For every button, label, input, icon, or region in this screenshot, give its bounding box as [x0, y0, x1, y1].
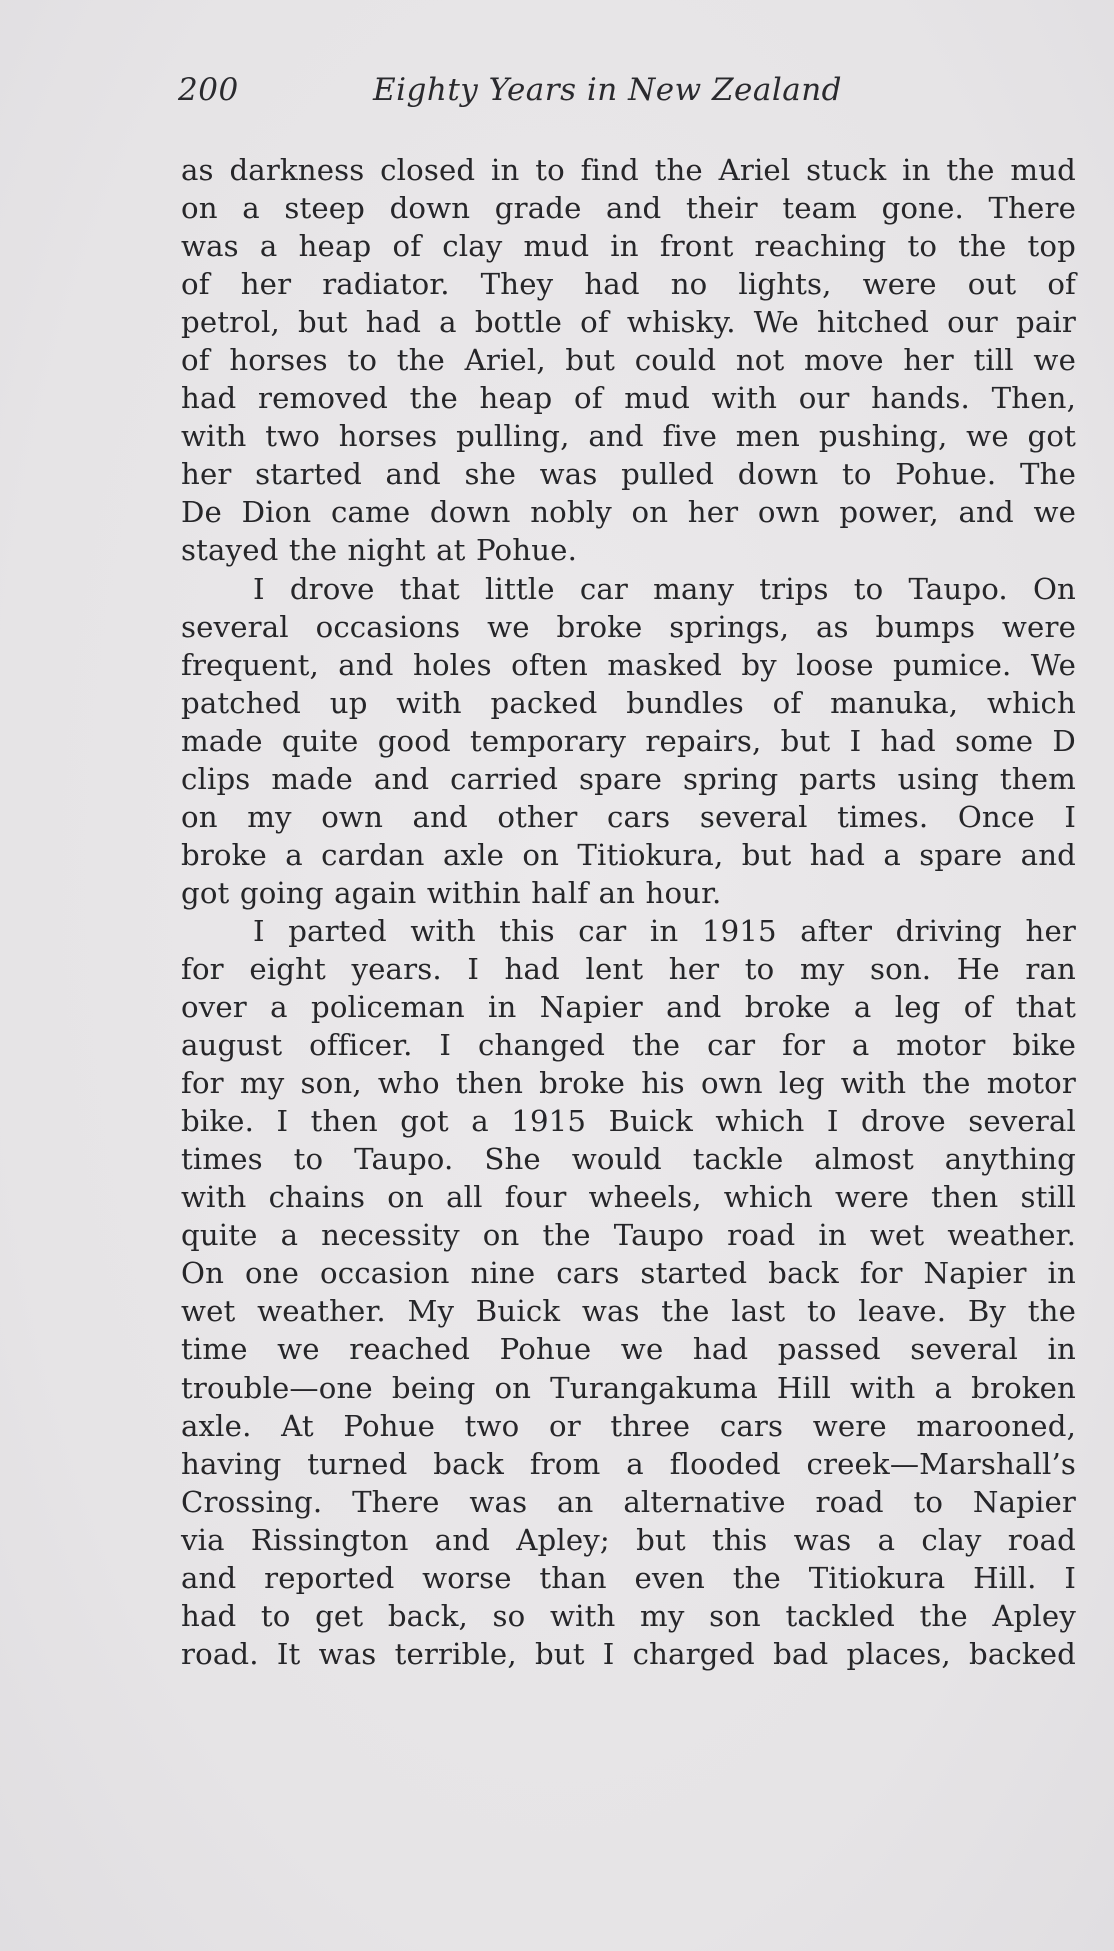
text-line: road. It was terrible, but I charged bad places, backed: [181, 1636, 1076, 1671]
body-text: [181, 151, 1076, 1673]
running-head: [178, 72, 1078, 116]
text-line: frequent, and holes often masked by loose pumice. We: [181, 647, 1076, 682]
text-line: her started and she was pulled down to Pohue. The: [181, 457, 1076, 492]
text-line: I drove that little car many trips to Taupo. On: [253, 571, 1076, 606]
text-line: over a policeman in Napier and broke a leg of that: [181, 990, 1076, 1025]
text-line: on my own and other cars several times. Once I: [181, 799, 1076, 834]
text-line: patched up with packed bundles of manuka, which: [181, 685, 1076, 720]
text-line: for my son, who then broke his own leg with the motor: [181, 1066, 1076, 1101]
text-line: had removed the heap of mud with our hands. Then,: [181, 381, 1076, 416]
text-line: I parted with this car in 1915 after driving her: [253, 913, 1076, 948]
text-line: on a steep down grade and their team gone. There: [181, 191, 1076, 226]
text-line: got going again within half an hour.: [181, 875, 722, 910]
text-line: made quite good temporary repairs, but I had some D: [181, 723, 1076, 758]
text-line: and reported worse than even the Titiokura Hill. I: [181, 1560, 1076, 1595]
text-line: quite a necessity on the Taupo road in wet weather.: [181, 1218, 1076, 1253]
text-line: with chains on all four wheels, which were then still: [181, 1180, 1076, 1215]
book-title: Eighty Years in New Zealand: [373, 72, 843, 108]
text-line: times to Taupo. She would tackle almost anything: [181, 1142, 1076, 1177]
text-line: bike. I then got a 1915 Buick which I drove several: [181, 1104, 1076, 1139]
text-line: broke a cardan axle on Titiokura, but had a spare and: [181, 837, 1076, 872]
text-line: petrol, but had a bottle of whisky. We hitched our pair: [181, 305, 1076, 340]
text-line: Crossing. There was an alternative road to Napier: [181, 1484, 1076, 1519]
text-line: stayed the night at Pohue.: [181, 533, 578, 568]
text-line: of horses to the Ariel, but could not move her till we: [181, 343, 1076, 378]
text-line: of her radiator. They had no lights, were out of: [181, 267, 1076, 302]
text-line: On one occasion nine cars started back for Napier in: [181, 1256, 1076, 1291]
text-line: De Dion came down nobly on her own power, and we: [181, 495, 1076, 530]
text-line: was a heap of clay mud in front reaching to the top: [181, 229, 1076, 264]
text-line: time we reached Pohue we had passed several in: [181, 1332, 1076, 1367]
text-line: wet weather. My Buick was the last to leave. By the: [181, 1294, 1076, 1329]
text-line: trouble—one being on Turangakuma Hill with a broken: [181, 1370, 1076, 1405]
text-line: for eight years. I had lent her to my son. He ran: [181, 951, 1076, 986]
text-line: via Rissington and Apley; but this was a clay road: [181, 1522, 1076, 1557]
text-line: having turned back from a flooded creek—Marshall’s: [181, 1446, 1076, 1481]
page-number: 200: [178, 72, 239, 108]
text-line: with two horses pulling, and five men pushing, we got: [181, 419, 1076, 454]
text-line: axle. At Pohue two or three cars were marooned,: [181, 1408, 1076, 1443]
text-line: clips made and carried spare spring parts using them: [181, 761, 1076, 796]
text-line: as darkness closed in to find the Ariel stuck in the mud: [181, 153, 1076, 187]
text-line: had to get back, so with my son tackled the Apley: [181, 1598, 1076, 1633]
text-line: several occasions we broke springs, as bumps were: [181, 609, 1076, 644]
text-line: august officer. I changed the car for a motor bike: [181, 1028, 1076, 1063]
